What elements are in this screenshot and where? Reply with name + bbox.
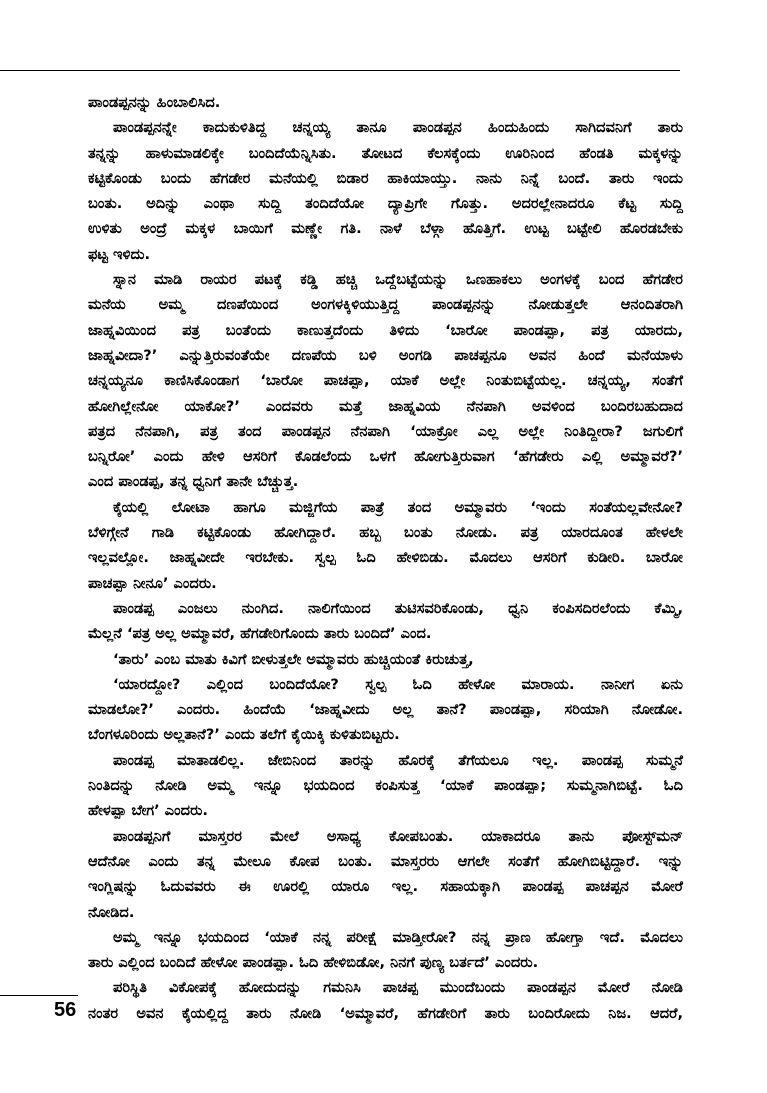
text-line: ಪಾಂಡಪ್ಪ ಎಂಜಲು ನುಂಗಿದ. ನಾಲಿಗೆಯಿಂದ ತುಟಿಸವರಿಕೊಂಡು, ಧ್ವನಿ ಕಂಪಿಸದಿರಲೆಂದು ಕೆಮ್ಮಿ, — [113, 599, 683, 617]
text-line: ಪರಿಸ್ಥಿತಿ ವಿಕೋಪಕ್ಕೆ ಹೋದುದನ್ನು ಗಮನಿಸಿ ಪಾಚಪ್ಪ ಮುಂದೆಬಂದು ಪಾಂಡಪ್ಪನ ಮೋರೆ ನೋಡಿ — [113, 979, 683, 997]
text-line: ಇಂಗ್ಲಿಷನ್ನು ಓದುವವರು ಈ ಊರಲ್ಲಿ ಯಾರೂ ಇಲ್ಲ. ಸಹಾಯಕ್ಕಾಗಿ ಪಾಂಡಪ್ಪ ಪಾಚಪ್ಪನ ಮೋರೆ — [88, 878, 683, 896]
text-line: ಪತ್ರದ ನೆನಪಾಗಿ, ಪತ್ರ ತಂದ ಪಾಂಡಪ್ಪನ ನೆನಪಾಗಿ ‘ಯಾಕ್ರೋ ಎಲ್ಲ ಅಲ್ಲೇ ನಿಂತಿದ್ದೀರಾ? ಜಗುಲಿಗೆ — [88, 422, 683, 440]
body-text — [88, 90, 683, 1026]
top-rule — [0, 70, 680, 71]
text-line: ಬನ್ನಿರೋ’ ಎಂದು ಹೇಳಿ ಆಸರಿಗೆ ಕೊಡಲೆಂದು ಒಳಗೆ ಹೋಗುತ್ತಿರುವಾಗ ‘ಹೆಗಡೇರು ಎಲ್ಲಿ ಅಮ್ಮಾವರೆ?’ — [88, 448, 683, 466]
text-line: ತಾರು ಎಲ್ಲಿಂದ ಬಂದಿದೆ ಹೇಳೋ ಪಾಂಡಪ್ಪಾ. ಓದಿ ಹೇಳಿಬಿಡೋ, ನಿನಗೆ ಪುಣ್ಯ ಬರ್ತದೆ’ ಎಂದರು. — [88, 954, 539, 972]
text-line: ಉಳಿತು ಅಂದ್ರೆ ಮಕ್ಕಳ ಬಾಯಿಗೆ ಮಣ್ಣೇ ಗತಿ. ನಾಳೆ ಬೆಳ್ಗಾ ಹೊತ್ತಿಗೆ. ಉಟ್ಟ ಬಟ್ಟೇಲಿ ಹೊರಡಬೇಕು — [88, 220, 683, 238]
text-line: ನಿಂತಿದನ್ನು ನೋಡಿ ಅಮ್ಮ ಇನ್ನೂ ಭಯದಿಂದ ಕಂಪಿಸುತ್ತ ‘ಯಾಕೆ ಪಾಂಡಪ್ಪಾ; ಸುಮ್ಮನಾಗಿಬಿಟ್ಟೆ. ಓದಿ — [88, 777, 683, 795]
text-line: ಬೆಂಗಳೂರಿಂದು ಅಲ್ಲತಾನೆ?’ ಎಂದು ತಲೆಗೆ ಕೈಯಿಕ್ಕಿ ಕುಳಿತುಬಿಟ್ಟರು. — [88, 726, 400, 744]
bottom-rule — [0, 995, 78, 996]
text-line: ಅಮ್ಮ ಇನ್ನೂ ಭಯದಿಂದ ‘ಯಾಕೆ ನನ್ನ ಪರೀಕ್ಷೆ ಮಾಡ್ತೀರೋ? ನನ್ನ ಪ್ರಾಣ ಹೋಗ್ತಾ ಇದೆ. ಮೊದಲು — [113, 928, 683, 946]
text-line: ಬಂತು. ಅದಿನ್ನು ಎಂಥಾ ಸುದ್ದಿ ತಂದಿದೆಯೋ ದ್ಯಾಪ್ರಿಗೇ ಗೊತ್ತು. ಅದರಲ್ಲೇನಾದರೂ ಕೆಟ್ಟ ಸುದ್ದಿ — [88, 195, 683, 213]
text-line: ಜಾಹ್ನವೀದಾ?’ ಎನ್ನುತ್ತಿರುವಂತೆಯೇ ದಣಪೆಯ ಬಳಿ ಅಂಗಡಿ ಪಾಚಪ್ಪನೂ ಅವನ ಹಿಂದೆ ಮನೆಯಾಳು — [88, 346, 683, 364]
text-line: ಮನೆಯ ಅಮ್ಮ ದಣಪೆಯಿಂದ ಅಂಗಳಕ್ಕಿಳಿಯುತ್ತಿದ್ದ ಪಾಂಡಪ್ಪನನ್ನು ನೋಡುತ್ತಲೇ ಆನಂದಿತರಾಗಿ — [88, 296, 683, 314]
text-line: ಫಟ್ಟ ಇಳಿದು. — [88, 245, 151, 263]
text-line: ಪಾಚಪ್ಪಾ ನೀನೂ’ ಎಂದರು. — [88, 574, 217, 592]
text-line: ಪಾಂಡಪ್ಪ ಮಾತಾಡಲಿಲ್ಲ. ಜೇಬಿನಿಂದ ತಾರನ್ನು ಹೊರಕ್ಕೆ ತೆಗೆಯಲೂ ಇಲ್ಲ. ಪಾಂಡಪ್ಪ ಸುಮ್ಮನೆ — [113, 751, 683, 769]
text-line: ಬೆಳಿಗ್ಗೇನೆ ಗಾಡಿ ಕಟ್ಟಿಕೊಂಡು ಹೋಗಿದ್ದಾರೆ. ಹಬ್ಬ ಬಂತು ನೋಡು. ಪತ್ರ ಯಾರದೂಂತ ಹೇಳಲೇ — [88, 524, 683, 542]
page-number: 56 — [54, 999, 77, 1021]
text-line: ಎಂದ ಪಾಂಡಪ್ಪ, ತನ್ನ ಧ್ವನಿಗೆ ತಾನೇ ಬೆಚ್ಚುತ್ತ. — [88, 473, 299, 491]
text-line: ಜಾಹ್ನವಿಯಿಂದ ಪತ್ರ ಬಂತೆಂದು ಕಾಣುತ್ತದೆಂದು ತಿಳಿದು ‘ಬಾರೋ ಪಾಂಡಪ್ಪಾ, ಪತ್ರ ಯಾರದು, — [88, 321, 683, 339]
text-line: ಹೇಳಪ್ಪಾ ಬೇಗ’ ಎಂದರು. — [88, 802, 208, 820]
text-line: ಪಾಂಡಪ್ಪನಿಗೆ ಮಾಸ್ತರರ ಮೇಲೆ ಅಸಾಧ್ಯ ಕೋಪಬಂತು. ಯಾಕಾದರೂ ತಾನು ಪೋಸ್ಟ್‌ಮನ್ — [113, 827, 683, 845]
text-line: ಕಟ್ಟಿಕೊಂಡು ಬಂದು ಹೆಗಡೇರ ಮನೆಯಲ್ಲಿ ಬಿಡಾರ ಹಾಕಿಯಾಯ್ತು. ನಾನು ನಿನ್ನೆ ಬಂದೆ. ತಾರು ಇಂದು — [88, 169, 683, 187]
text-line: ನಂತರ ಅವನ ಕೈಯಲ್ಲಿದ್ದ ತಾರು ನೋಡಿ ‘ಅಮ್ಮಾವರೆ, ಹೆಗಡೇರಿಗೆ ತಾರು ಬಂದಿರೋದು ನಿಜ. ಆದರೆ, — [88, 1004, 683, 1022]
text-line: ‘ತಾರು’ ಎಂಬ ಮಾತು ಕಿವಿಗೆ ಬೀಳುತ್ತಲೇ ಅಮ್ಮಾವರು ಹುಚ್ಚಿಯಂತೆ ಕಿರುಚುತ್ತ, — [113, 650, 474, 668]
text-line: ನೋಡಿದ. — [88, 903, 135, 921]
text-line: ಪಾಂಡಪ್ಪನನ್ನೇ ಕಾದುಕುಳಿತಿದ್ದ ಚನ್ನಯ್ಯ ತಾನೂ ಪಾಂಡಪ್ಪನ ಹಿಂದುಹಿಂದು ಸಾಗಿದವನಿಗೆ ತಾರು — [113, 119, 683, 137]
text-line: ‘ಯಾರದ್ದೋ? ಎಲ್ಲಿಂದ ಬಂದಿದೆಯೋ? ಸ್ವಲ್ಪ ಓದಿ ಹೇಳೋ ಮಾರಾಯ. ನಾನೀಗ ಏನು — [113, 675, 683, 693]
text-line: ಪಾಂಡಪ್ಪನನ್ನು ಹಿಂಬಾಲಿಸಿದ. — [88, 94, 221, 111]
text-line: ಇಲ್ಲವಲ್ಲೋ. ಜಾಹ್ನವೀದೇ ಇರಬೇಕು. ಸ್ವಲ್ಪ ಓದಿ ಹೇಳಿಬಿಡು. ಮೊದಲು ಆಸರಿಗೆ ಕುಡೀರಿ. ಬಾರೋ — [88, 549, 683, 567]
text-line: ಮೆಲ್ಲನೆ ‘ಪತ್ರ ಅಲ್ಲ ಅಮ್ಮಾವರೆ, ಹೆಗಡೇರಿಗೊಂದು ತಾರು ಬಂದಿದೆ’ ಎಂದ. — [88, 625, 432, 643]
text-line: ಹೋಗಿಲ್ಲೇನೋ ಯಾಕೋ?’ ಎಂದವರು ಮತ್ತೆ ಜಾಹ್ನವಿಯ ನೆನಪಾಗಿ ಅವಳಿಂದ ಬಂದಿರಬಹುದಾದ — [88, 397, 683, 415]
text-line: ತನ್ನನ್ನು ಹಾಳುಮಾಡಲಿಕ್ಕೇ ಬಂದಿದೆಯೆನ್ನಿಸಿತು. ತೋಟದ ಕೆಲಸಕ್ಕೆಂದು ಊರಿನಿಂದ ಹೆಂಡತಿ ಮಕ್ಕಳನ್ನು — [88, 144, 683, 162]
text-line: ಆದೆನೋ ಎಂದು ತನ್ನ ಮೇಲೂ ಕೋಪ ಬಂತು. ಮಾಸ್ತರರು ಆಗಲೇ ಸಂತೆಗೆ ಹೋಗಿಬಿಟ್ಟಿದ್ದಾರೆ. ಇನ್ನು — [88, 852, 683, 870]
text-line: ಸ್ನಾನ ಮಾಡಿ ರಾಯರ ಪಟಕ್ಕೆ ಕಡ್ಡಿ ಹಚ್ಚಿ ಒದ್ದೆಬಟ್ಟೆಯನ್ನು ಒಣಹಾಕಲು ಅಂಗಳಕ್ಕೆ ಬಂದ ಹೆಗಡೇರ — [113, 271, 683, 289]
text-line: ಕೈಯಲ್ಲಿ ಲೋಟಾ ಹಾಗೂ ಮಜ್ಜಿಗೆಯ ಪಾತ್ರೆ ತಂದ ಅಮ್ಮಾವರು ‘ಇಂದು ಸಂತೆಯಲ್ಲವೇನೋ? — [113, 498, 683, 516]
text-line: ಚನ್ನಯ್ಯನೂ ಕಾಣಿಸಿಕೊಂಡಾಗ ‘ಬಾರೋ ಪಾಚಪ್ಪಾ, ಯಾಕೆ ಅಲ್ಲೇ ನಿಂತುಬಿಟ್ಟೆಯಲ್ಲ. ಚನ್ನಯ್ಯ, ಸಂತೆಗೆ — [88, 372, 683, 390]
text-line: ಮಾಡಲೋ?’ ಎಂದರು. ಹಿಂದೆಯೆ ‘ಜಾಹ್ನವೀದು ಅಲ್ಲ ತಾನೆ? ಪಾಂಡಪ್ಪಾ, ಸರಿಯಾಗಿ ನೋಡೋ. — [88, 701, 683, 719]
